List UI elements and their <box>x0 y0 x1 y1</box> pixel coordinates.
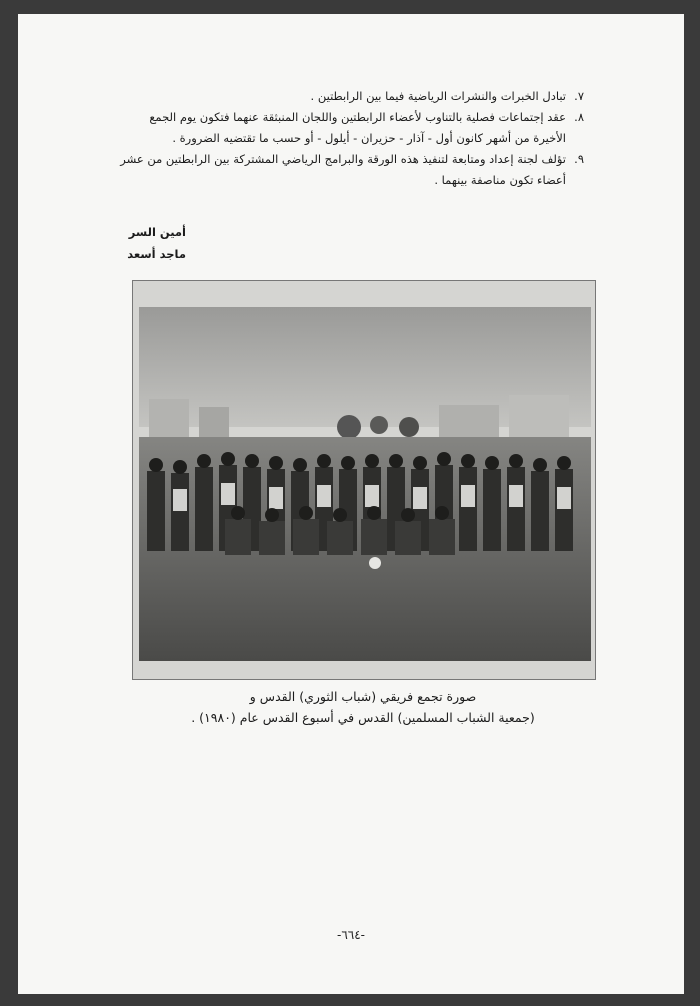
signature-title: أمين السر <box>128 225 186 239</box>
list-item-number: ٧. <box>574 89 584 103</box>
list-item-text: تبادل الخبرات والنشرات الرياضية فيما بين الرابطتين . <box>310 89 566 103</box>
list-item-number: ٨. <box>574 110 584 124</box>
numbered-list <box>114 86 584 191</box>
list-item <box>114 86 584 107</box>
list-item-number: ٩. <box>574 152 584 166</box>
team-photo-image <box>139 307 591 661</box>
document-page <box>18 14 684 994</box>
list-item <box>114 149 584 191</box>
list-item-text: تؤلف لجنة إعداد ومتابعة لتنفيذ هذه الورقة والبرامج الرياضي المشتركة بين الرابطتين من عشر أعضاء تكون مناصفة بينهما . <box>120 152 566 187</box>
caption-line-1: صورة تجمع فريقي (شباب الثوري) القدس و <box>249 689 477 704</box>
page-number: -٦٦٤- <box>336 928 366 942</box>
football-icon <box>369 557 381 569</box>
photo-frame <box>132 280 596 680</box>
team-photo <box>139 307 591 661</box>
signature-block <box>127 221 186 265</box>
signature-name: ماجد أسعد <box>127 247 186 261</box>
caption-line-2: (جمعية الشباب المسلمين) القدس في أسبوع القدس عام (١٩٨٠) . <box>191 710 535 725</box>
photo-caption <box>132 686 594 728</box>
list-item-text: عقد إجتماعات فصلية بالتناوب لأعضاء الرابطتين واللجان المنبثقة عنهما فتكون يوم الجمع الأخيرة من أشهر كانون أول - آذار - حزيران - أيلول - أو حسب ما تقتضيه الضرورة . <box>149 110 566 145</box>
list-item <box>114 107 584 149</box>
